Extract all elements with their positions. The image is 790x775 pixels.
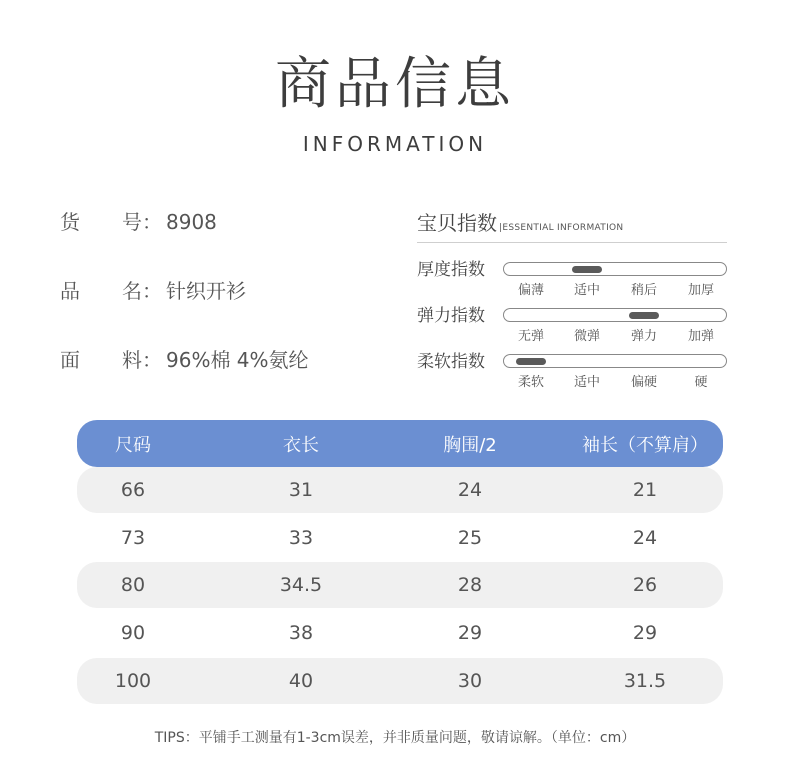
- product-name-row: [60, 276, 246, 306]
- table-cell: 24: [457, 479, 483, 501]
- index-option: 弹力: [630, 329, 657, 344]
- table-cell: 66: [120, 479, 146, 501]
- index-option: 无弹: [517, 329, 544, 344]
- header-size: 尺码: [115, 434, 151, 456]
- table-cell: 31: [288, 479, 314, 501]
- table-row: [77, 467, 723, 513]
- product-name-label-b: 名：: [122, 279, 162, 303]
- table-row: [77, 610, 723, 656]
- index-option: 硬: [694, 375, 708, 390]
- item-number-label-a: 货: [60, 210, 80, 234]
- material-label-a: 面: [60, 348, 80, 372]
- index-option: 适中: [573, 375, 600, 390]
- index-header: [417, 206, 727, 243]
- index-option: 稍后: [630, 283, 657, 298]
- table-cell: 28: [457, 574, 483, 596]
- material-value: 96%棉 4%氨纶: [166, 348, 309, 372]
- index-option: 柔软: [517, 375, 544, 390]
- product-name-label-a: 品: [60, 279, 80, 303]
- index-knob: [516, 358, 546, 365]
- table-cell: 100: [114, 670, 152, 692]
- index-option: 适中: [573, 283, 600, 298]
- table-row: [77, 658, 723, 704]
- index-track: [503, 308, 727, 322]
- table-cell: 31.5: [623, 670, 667, 692]
- item-number-label-b: 号：: [122, 210, 162, 234]
- table-cell: 40: [288, 670, 314, 692]
- page-title: 商品信息: [275, 52, 515, 117]
- index-row-name: 弹力指数: [417, 306, 485, 326]
- table-cell: 38: [288, 622, 314, 644]
- index-option: 加弹: [687, 329, 714, 344]
- table-cell: 33: [288, 527, 314, 549]
- index-track: [503, 354, 727, 368]
- table-cell: 80: [120, 574, 146, 596]
- item-number-value: 8908: [166, 210, 217, 234]
- header-chest: 胸围/2: [443, 434, 497, 456]
- table-cell: 30: [457, 670, 483, 692]
- product-name-value: 针织开衫: [166, 279, 246, 303]
- material-row: [60, 345, 309, 375]
- index-row-name: 柔软指数: [417, 352, 485, 372]
- header-sleeve: 袖长（不算肩）: [582, 434, 708, 456]
- table-row: [77, 562, 723, 608]
- size-table-header: [77, 420, 723, 467]
- table-row: [77, 515, 723, 561]
- index-row-elasticity: [417, 304, 732, 352]
- index-row-thickness: [417, 258, 732, 306]
- index-title-en: |ESSENTIAL INFORMATION: [499, 223, 624, 233]
- table-cell: 21: [632, 479, 658, 501]
- table-cell: 29: [457, 622, 483, 644]
- header-length: 衣长: [283, 434, 319, 456]
- table-cell: 90: [120, 622, 146, 644]
- page-subtitle: INFORMATION: [302, 132, 488, 156]
- index-track: [503, 262, 727, 276]
- table-cell: 24: [632, 527, 658, 549]
- table-cell: 34.5: [279, 574, 323, 596]
- index-row-softness: [417, 350, 732, 398]
- index-option: 微弹: [573, 329, 600, 344]
- table-cell: 29: [632, 622, 658, 644]
- table-cell: 25: [457, 527, 483, 549]
- index-title: 宝贝指数: [417, 211, 497, 235]
- material-label-b: 料：: [122, 348, 162, 372]
- index-option: 偏薄: [517, 283, 544, 298]
- index-option: 加厚: [687, 283, 714, 298]
- tips-text: TIPS：平铺手工测量有1-3cm误差，并非质量问题，敬请谅解。（单位：cm）: [154, 730, 636, 746]
- table-cell: 26: [632, 574, 658, 596]
- index-knob: [629, 312, 659, 319]
- table-cell: 73: [120, 527, 146, 549]
- index-knob: [572, 266, 602, 273]
- index-option: 偏硬: [630, 375, 657, 390]
- item-number-row: [60, 207, 217, 237]
- index-row-name: 厚度指数: [417, 260, 485, 280]
